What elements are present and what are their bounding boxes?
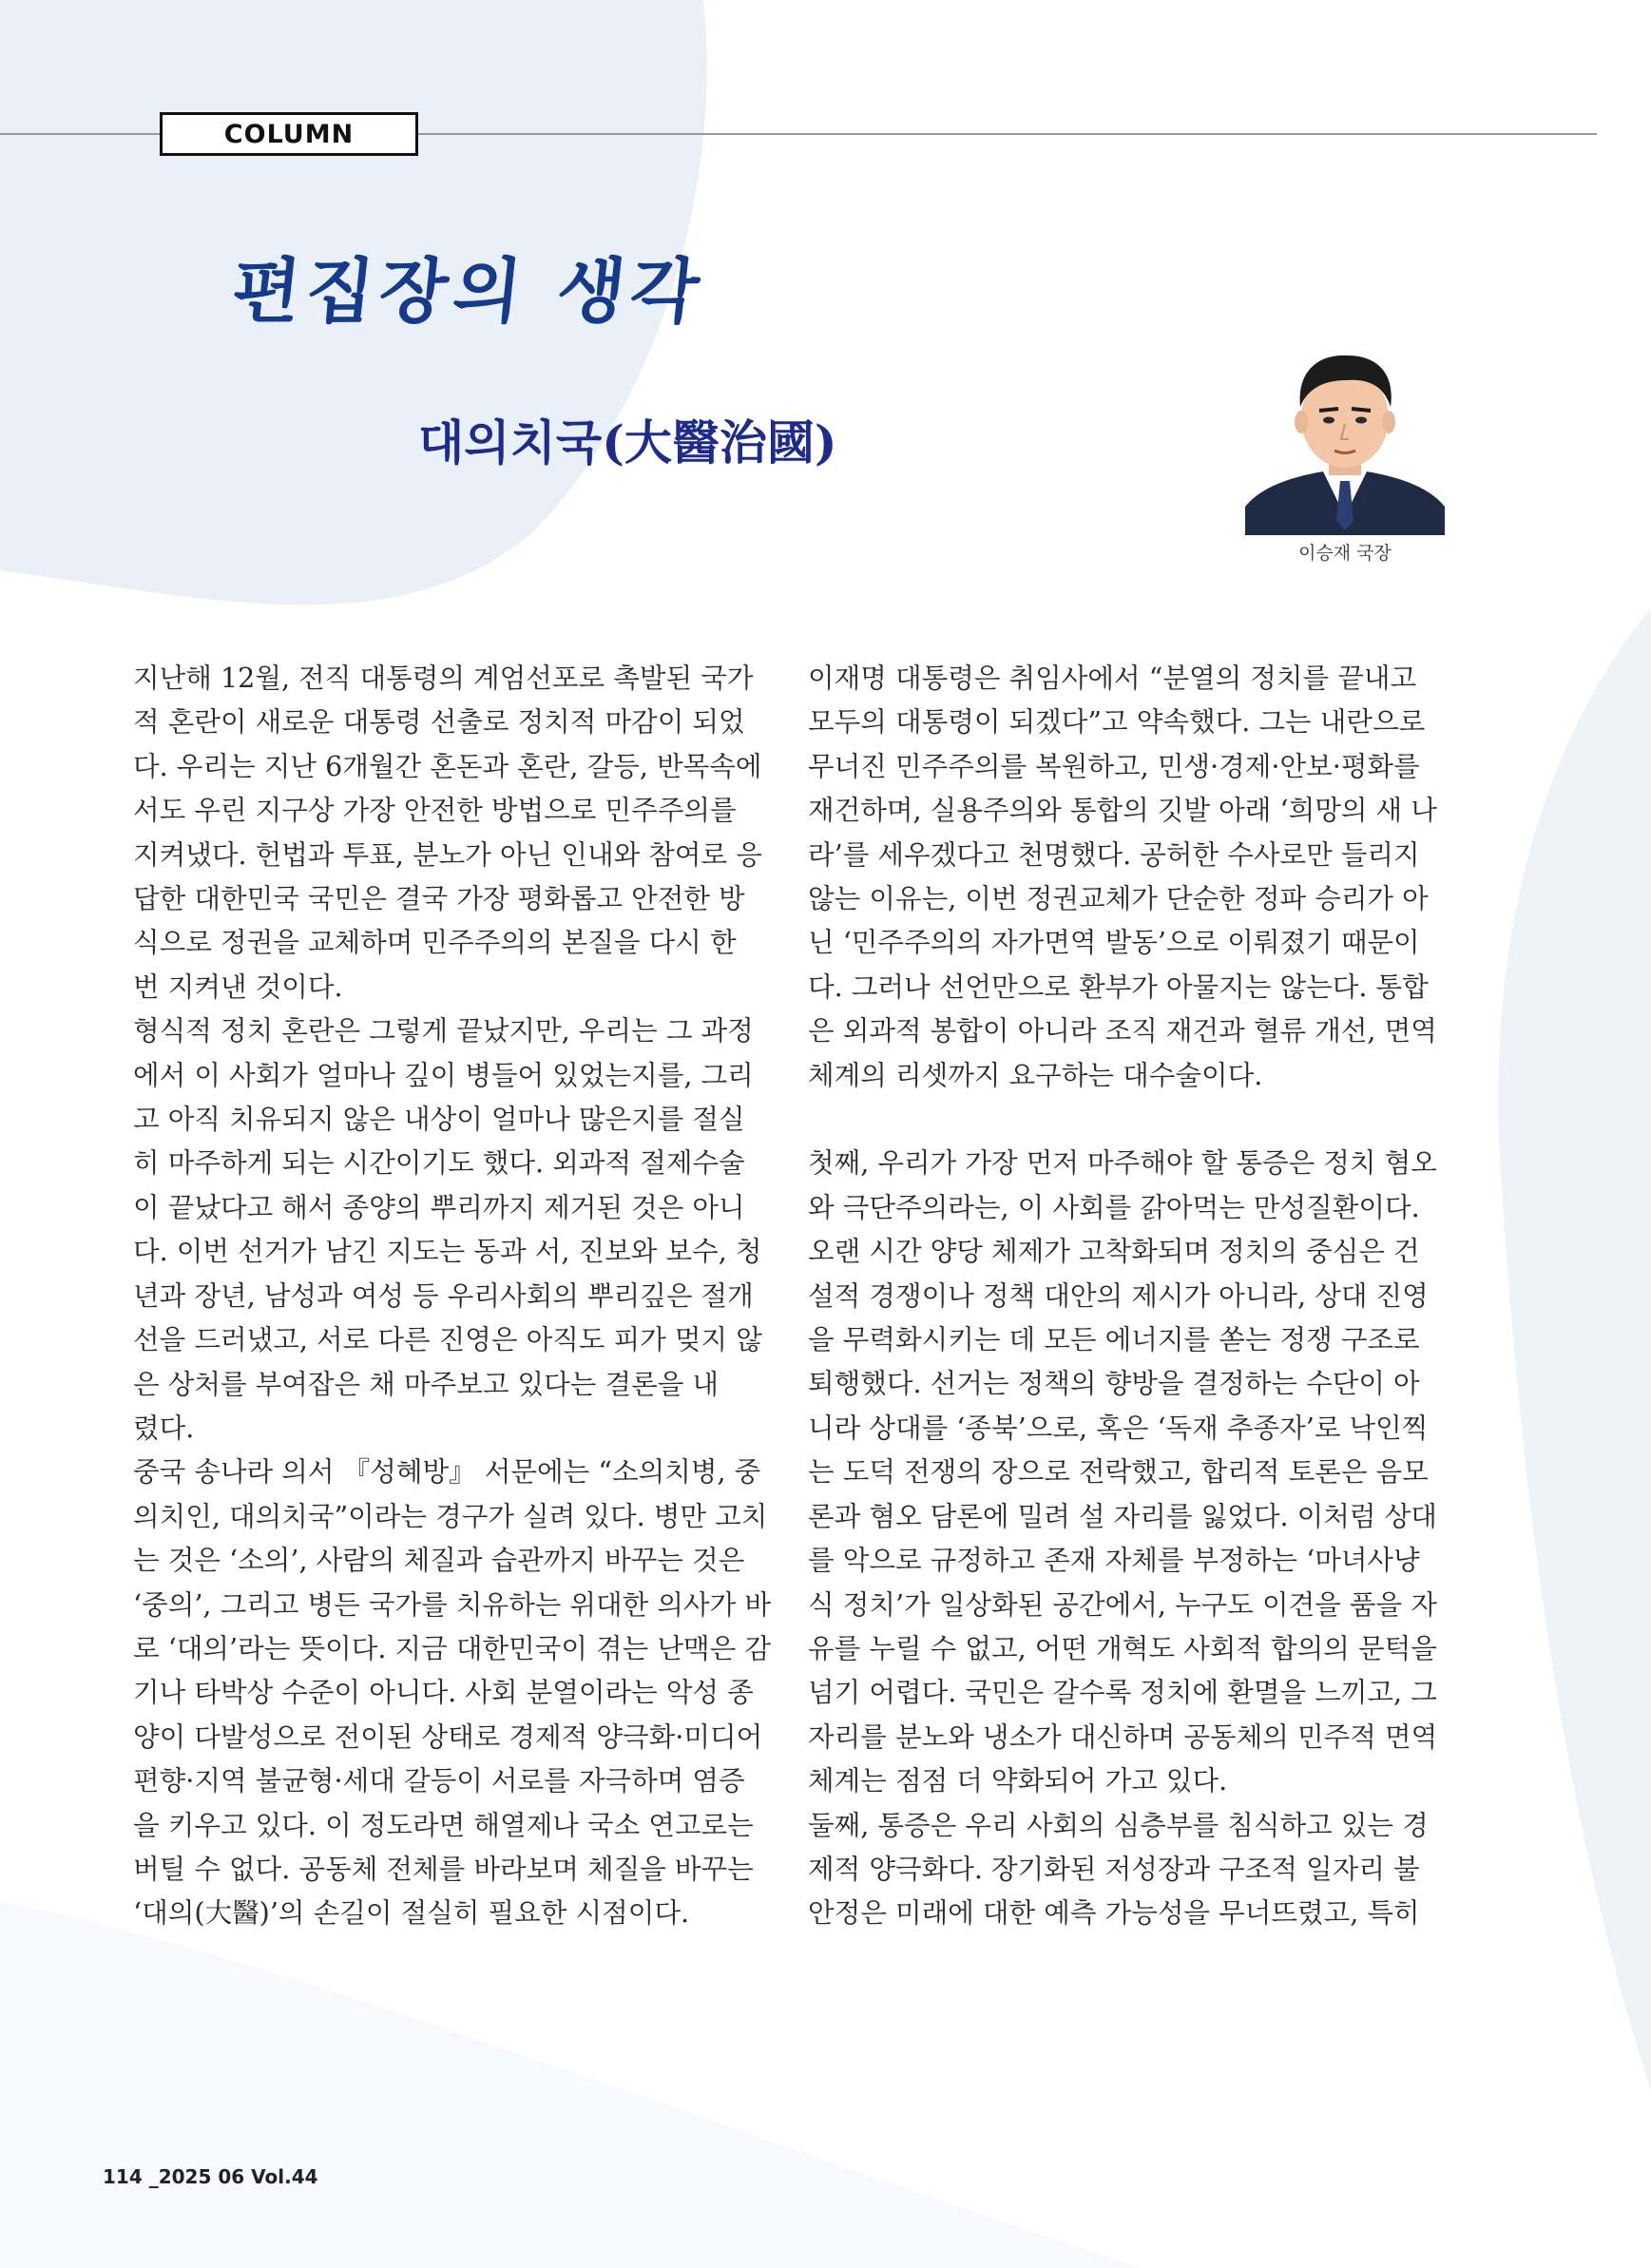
body-line: 년과 장년, 남성과 여성 등 우리사회의 뿌리깊은 절개: [133, 1278, 754, 1312]
body-line: 니라 상대를 ‘종북’으로, 혹은 ‘독재 추종자’로 낙인찍: [808, 1411, 1429, 1444]
body-line: 식으로 정권을 교체하며 민주주의의 본질을 다시 한: [133, 926, 737, 959]
body-line: 체계는 점점 더 약화되어 가고 있다.: [808, 1764, 1228, 1797]
body-line: 넘기 어렵다. 국민은 갈수록 정치에 환멸을 느끼고, 그: [808, 1676, 1437, 1709]
body-line: 히 마주하게 되는 시간이기도 했다. 외과적 절제수술: [133, 1146, 745, 1180]
body-line: 지켜냈다. 헌법과 투표, 분노가 아닌 인내와 참여로 응: [133, 837, 762, 871]
body-line: 은 상처를 부여잡은 채 마주보고 있다는 결론을 내: [133, 1367, 720, 1400]
author-portrait: [1245, 340, 1445, 535]
body-line: 의치인, 대의치국”이라는 경구가 실려 있다. 병만 고치: [133, 1499, 768, 1532]
author-caption: 이승재 국장: [1298, 543, 1392, 564]
body-line: 버틸 수 없다. 공동체 전체를 바라보며 체질을 바꾸는: [133, 1852, 754, 1885]
body-line: 자리를 분노와 냉소가 대신하며 공동체의 민주적 면역: [808, 1720, 1438, 1753]
body-line: 형식적 정치 혼란은 그렇게 끝났지만, 우리는 그 과정: [133, 1014, 754, 1048]
body-line: 은 외과적 봉합이 아니라 조직 재건과 혈류 개선, 면역: [808, 1014, 1437, 1048]
body-line: 재건하며, 실용주의와 통합의 깃발 아래 ‘희망의 새 나: [808, 794, 1437, 827]
body-line: 설적 경쟁이나 정책 대안의 제시가 아니라, 상대 진영: [808, 1278, 1429, 1312]
body-line: 둘째, 통증은 우리 사회의 심층부를 침식하고 있는 경: [808, 1808, 1429, 1841]
body-line: 론과 혐오 담론에 밀려 설 자리를 잃었다. 이처럼 상대: [808, 1499, 1437, 1532]
body-line: 라’를 세우겠다고 천명했다. 공허한 수사로만 들리지: [808, 837, 1420, 871]
background-blob-right: [1498, 608, 1651, 2091]
body-line: ‘대의(大醫)’의 손길이 절실히 필요한 시점이다.: [133, 1896, 690, 1930]
body-line: 다. 이번 선거가 남긴 지도는 동과 서, 진보와 보수, 청: [133, 1235, 762, 1268]
body-line: 편향·지역 불균형·세대 갈등이 서로를 자극하며 염증: [133, 1764, 745, 1797]
body-column-left: [133, 656, 779, 1935]
headline: 대의치국(大醫治國): [418, 414, 837, 471]
body-line: 지난해 12월, 전직 대통령의 계엄선포로 촉발된 국가: [133, 662, 754, 694]
body-line: 양이 다발성으로 전이된 상태로 경제적 양극화·미디어: [133, 1720, 763, 1753]
body-line: ‘중의’, 그리고 병든 국가를 치유하는 위대한 의사가 바: [133, 1587, 771, 1621]
body-line: 않는 이유는, 이번 정권교체가 단순한 정파 승리가 아: [808, 882, 1429, 915]
body-line: 답한 대한민국 국민은 결국 가장 평화롭고 안전한 방: [133, 882, 745, 915]
body-line: 오랜 시간 양당 체제가 고착화되며 정치의 중심은 건: [808, 1235, 1420, 1268]
body-line: 중국 송나라 의서 『성혜방』 서문에는 “소의치병, 중: [133, 1455, 761, 1489]
background-blob-bottom: [0, 1901, 1141, 2268]
body-line: 이재명 대통령은 취임사에서 “분열의 정치를 끝내고: [808, 662, 1417, 694]
section-title: 편집장의 생각: [227, 251, 709, 333]
body-line: 기나 타박상 수준이 아니다. 사회 분열이라는 악성 종: [133, 1676, 754, 1709]
body-line: 렸다.: [133, 1411, 195, 1444]
body-line: 번 지켜낸 것이다.: [133, 970, 343, 1003]
body-line: 로 ‘대의’라는 뜻이다. 지금 대한민국이 겪는 난맥은 감: [133, 1631, 771, 1664]
body-line: 을 키우고 있다. 이 정도라면 해열제나 국소 연고로는: [133, 1808, 754, 1841]
body-line: 을 무력화시키는 데 모든 에너지를 쏟는 정쟁 구조로: [808, 1323, 1420, 1356]
body-line: 서도 우린 지구상 가장 안전한 방법으로 민주주의를: [133, 794, 737, 827]
body-column-right: [808, 656, 1454, 1935]
body-line: 체계의 리셋까지 요구하는 대수술이다.: [808, 1058, 1263, 1091]
body-line: 를 악으로 규정하고 존재 자체를 부정하는 ‘마녀사냥: [808, 1544, 1420, 1577]
body-line: 식 정치’가 일상화된 공간에서, 누구도 이견을 품을 자: [808, 1587, 1437, 1621]
body-line: 다. 우리는 지난 6개월간 혼돈과 혼란, 갈등, 반목속에: [133, 749, 762, 782]
body-line: 다. 그러나 선언만으로 환부가 아물지는 않는다. 통합: [808, 970, 1429, 1003]
body-line: 첫째, 우리가 가장 먼저 마주해야 할 통증은 정치 혐오: [808, 1146, 1437, 1180]
body-line: 적 혼란이 새로운 대통령 선출로 정치적 마감이 되었: [133, 705, 745, 739]
body-line: 는 도덕 전쟁의 장으로 전락했고, 합리적 토론은 음모: [808, 1455, 1429, 1489]
body-line: 안정은 미래에 대한 예측 가능성을 무너뜨렸고, 특히: [808, 1896, 1420, 1930]
paragraph-gap: [808, 1097, 1454, 1141]
body-line: 고 아직 치유되지 않은 내상이 얼마나 많은지를 절실: [133, 1103, 745, 1136]
body-line: 퇴행했다. 선거는 정책의 향방을 결정하는 수단이 아: [808, 1367, 1420, 1400]
body-line: 와 극단주의라는, 이 사회를 갉아먹는 만성질환이다.: [808, 1190, 1420, 1223]
body-line: 에서 이 사회가 얼마나 깊이 병들어 있었는지를, 그리: [133, 1058, 754, 1091]
body-line: 선을 드러냈고, 서로 다른 진영은 아직도 피가 멎지 않: [133, 1323, 762, 1356]
body-line: 무너진 민주주의를 복원하고, 민생·경제·안보·평화를: [808, 749, 1420, 782]
body-line: 는 것은 ‘소의’, 사람의 체질과 습관까지 바꾸는 것은: [133, 1544, 745, 1577]
page-folio: 114 _2025 06 Vol.44: [103, 2165, 318, 2188]
body-line: 이 끝났다고 해서 종양의 뿌리까지 제거된 것은 아니: [133, 1190, 745, 1223]
body-line: 모두의 대통령이 되겠다”고 약속했다. 그는 내란으로: [808, 705, 1426, 739]
body-line: 닌 ‘민주주의의 자가면역 발동’으로 이뤄졌기 때문이: [808, 926, 1420, 959]
column-tag: COLUMN: [160, 112, 418, 156]
body-line: 유를 누릴 수 없고, 어떤 개혁도 사회적 합의의 문턱을: [808, 1631, 1437, 1664]
body-line: 제적 양극화다. 장기화된 저성장과 구조적 일자리 불: [808, 1852, 1420, 1885]
